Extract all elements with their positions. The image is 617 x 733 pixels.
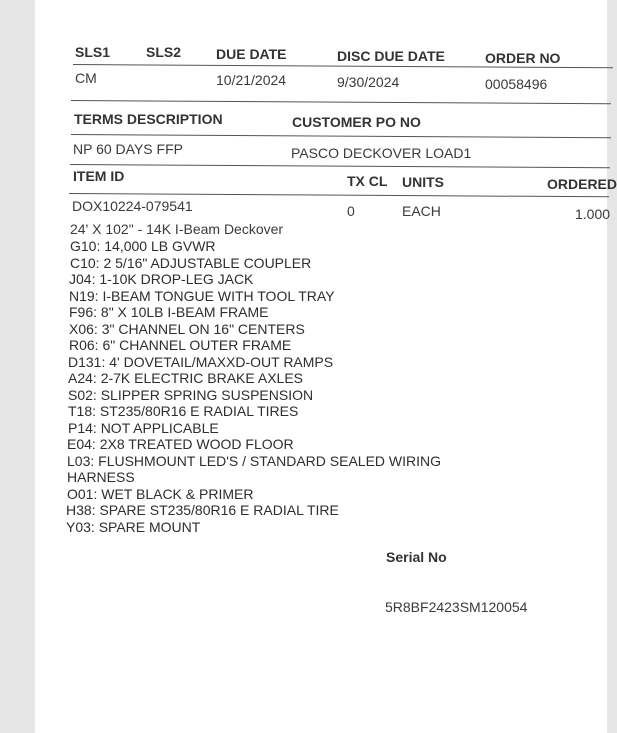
header-rule-5 bbox=[69, 193, 609, 197]
option-line: H38: SPARE ST235/80R16 E RADIAL TIRE bbox=[66, 502, 339, 518]
tx-cl-value: 0 bbox=[347, 203, 355, 219]
customer-po-value: PASCO DECKOVER LOAD1 bbox=[291, 145, 472, 161]
header-rule-3 bbox=[71, 134, 611, 138]
order-no-header: ORDER NO bbox=[485, 50, 561, 66]
disc-due-date-header: DISC DUE DATE bbox=[337, 48, 445, 64]
option-line: J04: 1-10K DROP-LEG JACK bbox=[69, 271, 254, 287]
option-line: HARNESS bbox=[67, 469, 135, 485]
option-line: T18: ST235/80R16 E RADIAL TIRES bbox=[68, 403, 299, 419]
due-date-header: DUE DATE bbox=[216, 46, 287, 62]
option-line: L03: FLUSHMOUNT LED'S / STANDARD SEALED WIRING bbox=[67, 452, 442, 469]
option-line: C10: 2 5/16" ADJUSTABLE COUPLER bbox=[70, 254, 312, 271]
ordered-header: ORDERED bbox=[547, 176, 617, 192]
units-header: UNITS bbox=[402, 174, 444, 190]
option-line: N19: I-BEAM TONGUE WITH TOOL TRAY bbox=[69, 287, 335, 304]
option-line: E04: 2X8 TREATED WOOD FLOOR bbox=[67, 436, 294, 452]
due-date-value: 10/21/2024 bbox=[216, 72, 287, 88]
order-no-value: 00058496 bbox=[485, 76, 548, 92]
ordered-value: 1.000 bbox=[575, 206, 611, 222]
option-line: R06: 6" CHANNEL OUTER FRAME bbox=[69, 337, 292, 353]
option-line: A24: 2-7K ELECTRIC BRAKE AXLES bbox=[68, 370, 303, 386]
sls1-value: CM bbox=[75, 70, 97, 86]
units-value: EACH bbox=[402, 203, 441, 219]
terms-description-header: TERMS DESCRIPTION bbox=[74, 111, 223, 127]
invoice-page bbox=[35, 0, 617, 733]
customer-po-header: CUSTOMER PO NO bbox=[292, 114, 421, 130]
item-description: 24' X 102" - 14K I-Beam Deckover bbox=[70, 221, 284, 237]
option-line: Y03: SPARE MOUNT bbox=[66, 518, 201, 535]
item-id-header: ITEM ID bbox=[73, 168, 125, 184]
item-id-value: DOX10224-079541 bbox=[72, 198, 193, 214]
option-line: O01: WET BLACK & PRIMER bbox=[67, 485, 254, 502]
tx-cl-header: TX CL bbox=[347, 173, 388, 189]
header-rule-4 bbox=[70, 164, 610, 168]
sls1-header: SLS1 bbox=[75, 44, 111, 60]
sls2-header: SLS2 bbox=[146, 44, 182, 60]
serial-no-label: Serial No bbox=[386, 549, 447, 565]
option-line: P14: NOT APPLICABLE bbox=[68, 419, 219, 436]
terms-description-value: NP 60 DAYS FFP bbox=[73, 141, 183, 157]
serial-no-value: 5R8BF2423SM120054 bbox=[385, 599, 528, 615]
option-line: F96: 8" X 10LB I-BEAM FRAME bbox=[69, 304, 269, 320]
option-line: S02: SLIPPER SPRING SUSPENSION bbox=[68, 386, 314, 403]
option-line: X06: 3" CHANNEL ON 16" CENTERS bbox=[69, 320, 305, 337]
disc-due-date-value: 9/30/2024 bbox=[337, 74, 400, 90]
option-line: G10: 14,000 LB GVWR bbox=[70, 238, 216, 254]
header-rule-2 bbox=[71, 100, 611, 104]
option-line: D131: 4' DOVETAIL/MAXXD-OUT RAMPS bbox=[68, 353, 334, 370]
